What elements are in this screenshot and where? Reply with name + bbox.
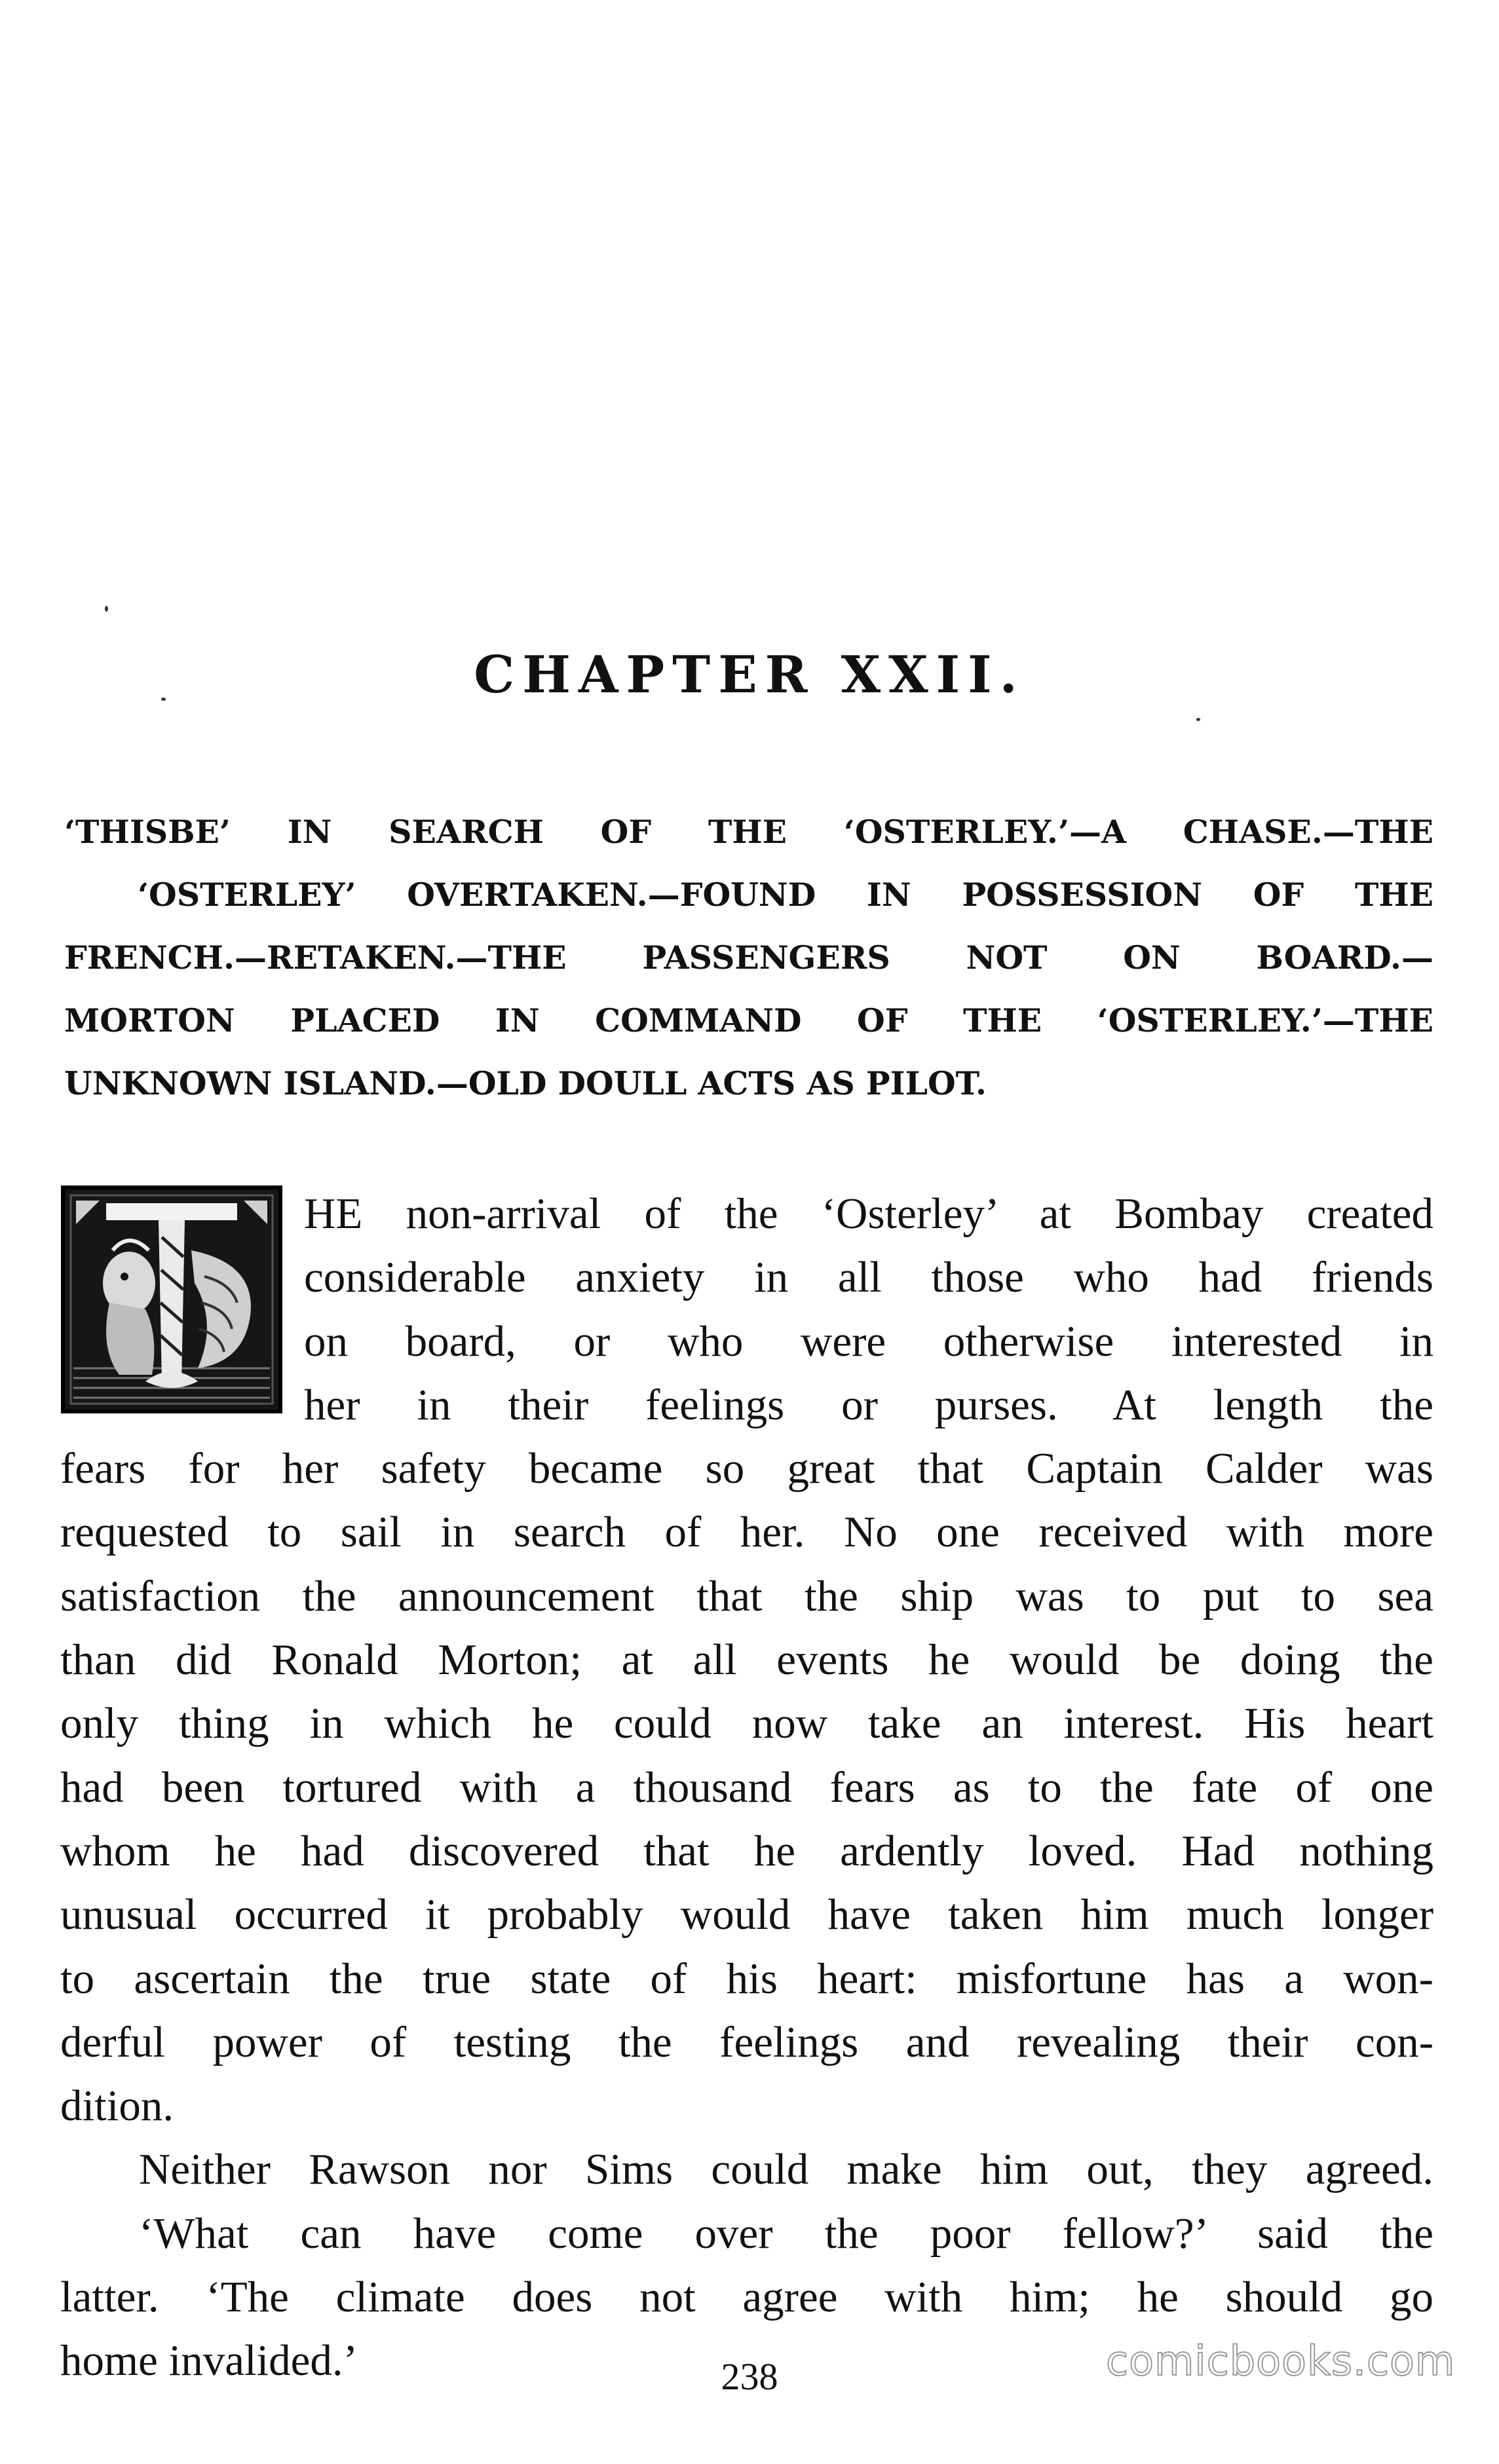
print-speck: [1196, 718, 1200, 721]
body-line: considerable anxiety in all those who had friends: [304, 1253, 1433, 1302]
synopsis-line: MORTON PLACED IN COMMAND OF THE ‘OSTERLEY.’—THE: [64, 1001, 1433, 1039]
body-line: to ascertain the true state of his heart: misfortune has a won-: [60, 1954, 1433, 2003]
body-line: only thing in which he could now take an interest. His heart: [60, 1699, 1433, 1748]
body-line: had been tortured with a thousand fears as to the fate of one: [60, 1763, 1433, 1812]
body-line: derful power of testing the feelings and revealing their con-: [60, 2017, 1433, 2066]
synopsis-line: FRENCH.—RETAKEN.—THE PASSENGERS NOT ON BOARD.—: [64, 939, 1433, 977]
chapter-body: [60, 1182, 1433, 2393]
body-line: requested to sail in search of her. No one received with more: [60, 1508, 1433, 1557]
chapter-synopsis: [64, 800, 1433, 1115]
page-number: 238: [721, 2355, 778, 2398]
chapter-title: CHAPTER XXII.: [474, 645, 1025, 705]
body-line: on board, or who were otherwise interested in: [304, 1316, 1433, 1366]
print-speck: [105, 606, 108, 612]
synopsis-line: ‘THISBE’ IN SEARCH OF THE ‘OSTERLEY.’—A CHASE.—THE: [64, 813, 1433, 851]
synopsis-line: ‘OSTERLEY’ OVERTAKEN.—FOUND IN POSSESSION OF THE: [138, 876, 1433, 914]
body-line: HE non-arrival of the ‘Osterley’ at Bombay created: [304, 1189, 1433, 1238]
body-line: fears for her safety became so great that Captain Calder was: [60, 1444, 1433, 1493]
body-line: satisfaction the announcement that the ship was to put to sea: [60, 1571, 1433, 1620]
body-line: Neither Rawson nor Sims could make him out, they agreed.: [139, 2145, 1433, 2194]
body-line: ‘What can have come over the poor fellow?’ said the: [139, 2209, 1433, 2258]
print-speck: [161, 698, 166, 701]
body-line: than did Ronald Morton; at all events he would be doing the: [60, 1635, 1433, 1685]
body-line: latter. ‘The climate does not agree with him; he should go: [60, 2273, 1433, 2322]
watermark: comicbooks.com: [1106, 2337, 1456, 2385]
body-line: home invalided.’: [60, 2336, 358, 2385]
body-line: whom he had discovered that he ardently loved. Had nothing: [60, 1826, 1433, 1875]
body-line: her in their feelings or purses. At length the: [304, 1380, 1433, 1429]
drop-cap-t-icon: [60, 1185, 304, 1418]
body-line: unusual occurred it probably would have taken him much longer: [60, 1890, 1433, 1939]
body-line: dition.: [60, 2081, 174, 2131]
synopsis-line: UNKNOWN ISLAND.—OLD DOULL ACTS AS PILOT.: [64, 1064, 987, 1102]
